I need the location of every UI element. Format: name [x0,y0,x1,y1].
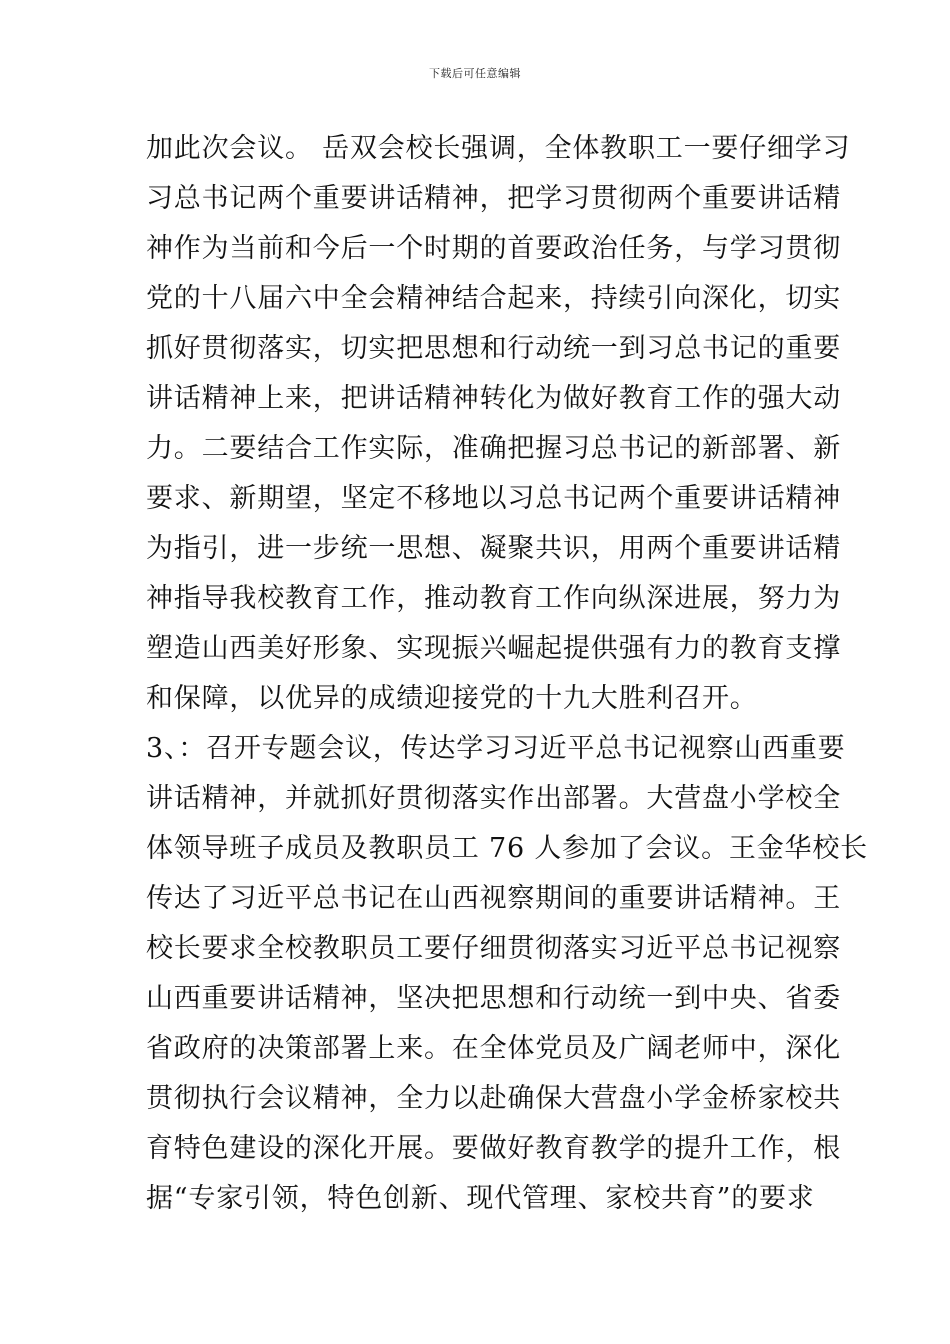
text-line: 习总书记两个重要讲话精神，把学习贯彻两个重要讲话精 [146,183,841,214]
text-line: 据“专家引领，特色创新、现代管理、家校共育”的要求 [146,1183,815,1214]
text-line: 传达了习近平总书记在山西视察期间的重要讲话精神。王 [146,883,841,914]
text-line: 和保障，以优异的成绩迎接党的十九大胜利召开。 [146,683,758,714]
text-line: 贯彻执行会议精神，全力以赴确保大营盘小学金桥家校共 [146,1083,841,1114]
text-line: 山西重要讲话精神，坚决把思想和行动统一到中央、省委 [146,983,841,1014]
page-header: 下载后可任意编辑 [429,67,521,80]
text-line: 加此次会议。 岳双会校长强调，全体教职工一要仔细学习 [146,133,851,164]
text-line: 省政府的决策部署上来。在全体党员及广阔老师中，深化 [146,1033,841,1064]
text-line: 体领导班子成员及教职员工 76 人参加了会议。王金华校长 [146,833,868,864]
text-line: 育特色建设的深化开展。要做好教育教学的提升工作，根 [146,1133,841,1164]
text-line: 神作为当前和今后一个时期的首要政治任务，与学习贯彻 [146,233,841,264]
text-line: 讲话精神上来，把讲话精神转化为做好教育工作的强大动 [146,383,841,414]
text-line: 校长要求全校教职员工要仔细贯彻落实习近平总书记视察 [146,933,841,964]
text-line: 塑造山西美好形象、实现振兴崛起提供强有力的教育支撑 [146,633,841,664]
text-line: 要求、新期望，坚定不移地以习总书记两个重要讲话精神 [146,483,841,514]
text-line: 讲话精神，并就抓好贯彻落实作出部署。大营盘小学校全 [146,783,841,814]
text-line: 3、：召开专题会议，传达学习习近平总书记视察山西重要 [146,733,846,764]
text-line: 为指引，进一步统一思想、凝聚共识，用两个重要讲话精 [146,533,841,564]
document-body [146,124,868,1224]
text-line: 力。二要结合工作实际，准确把握习总书记的新部署、新 [146,433,841,464]
text-line: 党的十八届六中全会精神结合起来，持续引向深化，切实 [146,283,841,314]
text-line: 抓好贯彻落实，切实把思想和行动统一到习总书记的重要 [146,333,841,364]
text-line: 神指导我校教育工作，推动教育工作向纵深进展，努力为 [146,583,841,614]
